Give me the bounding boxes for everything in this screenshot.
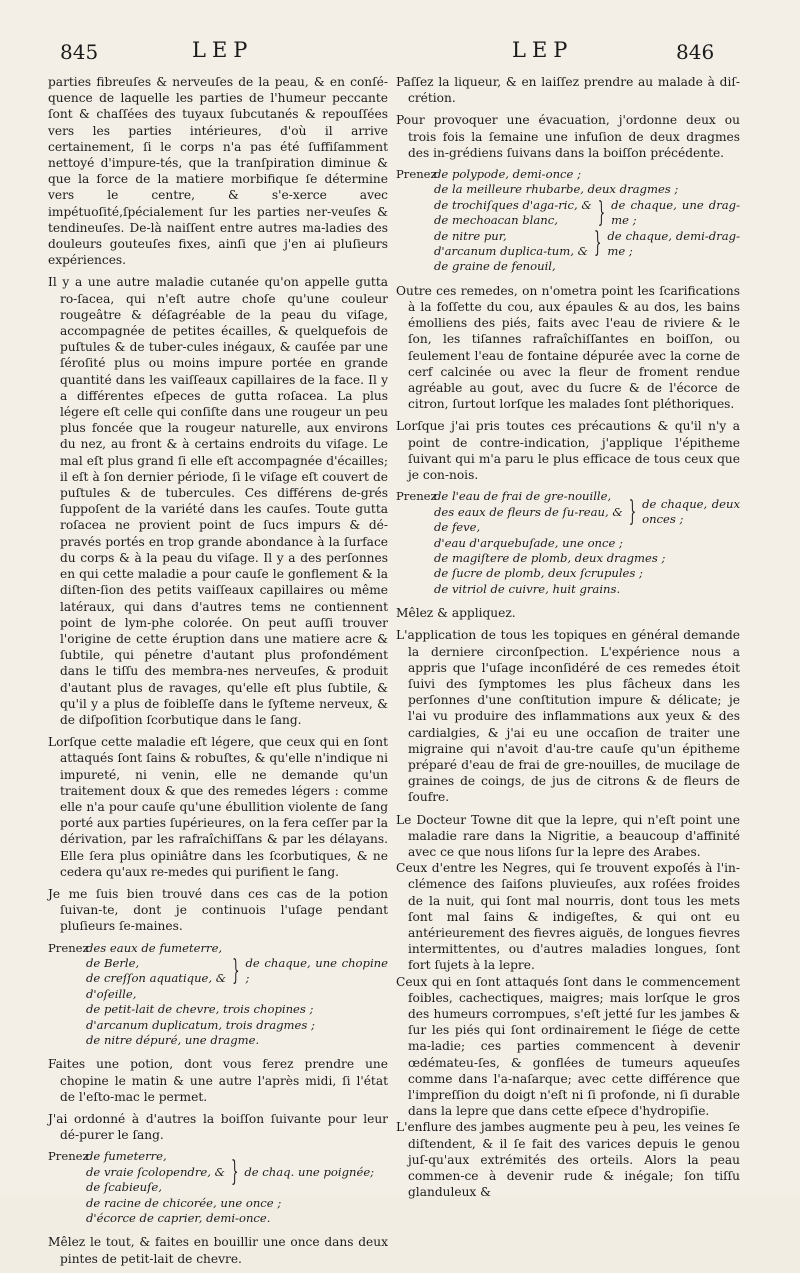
recipe bbox=[48, 941, 388, 1049]
paragraph: Mêlez le tout, & faites en bouillir une once dans deux pintes de petit-lait de chevre. bbox=[48, 1235, 388, 1266]
ingredient: de mechoacan blanc, bbox=[434, 213, 558, 228]
ingredient: de racine de chicorée, une once ; bbox=[86, 1195, 282, 1210]
prenez-label: Prenez bbox=[48, 1149, 89, 1164]
brace-icon: } bbox=[628, 493, 637, 528]
paragraph: Le Docteur Towne dit que la lepre, qui n'eſt point une maladie rare dans la Nigritie, a beaucoup d'affinité avec ce que nous liſons ſur la lepre des Arabes. bbox=[396, 812, 740, 859]
ingredient: de graine de fenouil, bbox=[434, 259, 556, 274]
brace-icon: } bbox=[597, 194, 606, 229]
recipe bbox=[396, 489, 740, 597]
paragraph: Outre ces remedes, on n'ometra point les ſcarifications à la foſſette du cou, aux épaules & au dos, les bains émolliens des piés, faits avec l'eau de riviere & le ſon, les tiſannes rafraîchiſſantes en boiſſon, ou ſeulement l'eau de fontaine dépurée avec la corne de cerf calcinée ou avec la fleur de froment rendue agréable au gout, avec du ſucre & de l'écorce de citron, ſurtout lorſque les malades ſont pléthoriques. bbox=[396, 283, 740, 412]
paragraph: Ceux d'entre les Negres, qui ſe trouvent expoſés à l'in-clémence des ſaiſons pluvieuſes, aux roſées froides de la nuit, qui ſont mal nourris, dont tous les mets ſont mal ſains & indigeſtes, & qui ont eu antérieurement des fievres aiguës, de longues fievres intermittentes, ou d'autres maladies longues, ſont fort ſujets à la lepre. bbox=[396, 861, 740, 973]
paragraph: Je me ſuis bien trouvé dans ces cas de la potion ſuivan-te, dont je continuois l'uſage pendant pluſieurs ſe-maines. bbox=[48, 886, 388, 934]
paragraph: L'enflure des jambes augmente peu à peu, les veines ſe diſtendent, & il ſe fait des varices depuis le genou juſ-qu'aux extrémités des orteils. Alors la peau commen-ce à devenir rude & inégale; ſon tiſſu glanduleux & bbox=[396, 1120, 740, 1200]
brace-icon: } bbox=[593, 225, 602, 260]
ingredient: de l'eau de frai de gre-nouille, bbox=[434, 489, 612, 504]
paragraph: Faites une potion, dont vous ferez prendre une chopine le matin & une autre l'après midi, ſi l'état de l'eſto-mac le permet. bbox=[48, 1057, 388, 1104]
dose: de chaque, deux onces ; bbox=[642, 497, 740, 527]
prenez-label: Prenez bbox=[48, 940, 89, 955]
dose: de chaque, une chopine ; bbox=[245, 955, 388, 986]
ingredient: d'arcanum duplica-tum, & bbox=[434, 244, 588, 259]
ingredient: d'oſeille, bbox=[86, 986, 137, 1001]
dose: de chaq. une poignée; bbox=[244, 1164, 375, 1179]
paragraph: Lorſque j'ai pris toutes ces précautions & qu'il n'y a point de contre-indication, j'applique l'épitheme ſuivant qui m'a paru le plus efficace de tous ceux que je con-nois. bbox=[396, 419, 740, 483]
paragraph: J'ai ordonné à d'autres la boiſſon ſuivante pour leur dé-purer le ſang. bbox=[48, 1112, 388, 1143]
ingredient: de la meilleure rhubarbe, deux dragmes ; bbox=[434, 182, 679, 197]
brace-icon: } bbox=[232, 952, 240, 987]
ingredient: d'écorce de caprier, demi-once. bbox=[86, 1211, 271, 1226]
ingredient: de petit-lait de chevre, trois chopines ; bbox=[86, 1002, 314, 1017]
ingredient: de vitriol de cuivre, huit grains. bbox=[434, 581, 621, 596]
dose: de chaque, une drag-me ; bbox=[611, 197, 740, 228]
ingredient: d'eau d'arquebuſade, une once ; bbox=[434, 535, 623, 550]
right-column bbox=[396, 74, 740, 1200]
paragraph: L'application de tous les topiques en général demande la derniere circonſpection. L'expérience nous a appris que l'uſage inconſidéré de ces remedes étoit ſuivi des ſymptomes les plus fâcheux dans les perſonnes d'une conſtitution impure & délicate; je l'ai vu produire des inflammations aux yeux & des cardialgies, & j'ai eu une occaſion de traiter une migraine qui n'avoit d'au-tre cauſe qu'un épitheme préparé d'eau de frai de gre-nouilles, de mucilage de graines de coings, de jus de citrons & de fleurs de ſoufre. bbox=[396, 628, 740, 805]
ingredient: des eaux de fleurs de ſu-reau, & bbox=[434, 504, 623, 519]
right-page-number: 846 bbox=[676, 40, 715, 64]
left-running-head: LEP bbox=[192, 38, 254, 62]
ingredient: d'arcanum duplicatum, trois dragmes ; bbox=[86, 1017, 315, 1032]
ingredient: de magiſtere de plomb, deux dragmes ; bbox=[434, 550, 666, 565]
ingredient: des eaux de fumeterre, bbox=[86, 940, 223, 955]
prenez-label: Prenez bbox=[396, 489, 437, 504]
brace-icon: } bbox=[230, 1154, 239, 1188]
paragraph: Ceux qui en ſont attaqués ſont dans le commencement foibles, cachectiques, maigres; mais lorſque le gros des humeurs corrompues, s'eſt jetté ſur les jambes & ſur les piés qui ſont ordinairement le ſiége de cette ma-ladie; ces parties commencent à devenir œdémateu-ſes, & gonflées de tumeurs aqueuſes comme dans l'a-naſarque; avec cette différence que l'impreſſion du doigt n'eſt ni ſi profonde, ni ſi durable dans la lepre que dans cette eſpece d'hydropiſie. bbox=[396, 974, 740, 1119]
recipe bbox=[48, 1149, 388, 1226]
left-page-number: 845 bbox=[60, 40, 99, 64]
paragraph: Mêlez & appliquez. bbox=[396, 606, 516, 621]
ingredient: de feve, bbox=[434, 520, 481, 535]
paragraph: parties fibreuſes & nerveuſes de la peau, & en conſé-quence de laquelle les parties de l'humeur peccante ſont & chaſſées des tuyaux ſubcutanés & repouſſées vers les parties intérieures, d'où il arrive certainement, ſi le corps n'a pas été ſuffiſamment nettoyé d'impure-tés, que la tranſpiration diminue & que la force de la matiere morbifique ſe détermine vers le centre, & s'e-xerce avec impétuoſité,ſpécialement ſur les parties ner-veuſes & tendineuſes. De-là naiſſent entre autres ma-ladies des douleurs gouteuſes fixes, ainſi que j'en ai pluſieurs expériences. bbox=[48, 75, 388, 268]
ingredient: de fumeterre, bbox=[86, 1149, 167, 1164]
ingredient: de nitre pur, bbox=[434, 228, 507, 243]
ingredient: de polypode, demi-once ; bbox=[434, 167, 581, 182]
recipe bbox=[396, 167, 740, 275]
ingredient: de ſcabieuſe, bbox=[86, 1180, 162, 1195]
ingredient: de trochiſques d'aga-ric, & bbox=[434, 197, 592, 212]
dose: de chaque, demi-drag-me ; bbox=[607, 228, 740, 259]
right-running-head: LEP bbox=[512, 38, 574, 62]
left-column bbox=[48, 74, 388, 1273]
ingredient: de Berle, bbox=[86, 955, 140, 970]
paragraph: Lorſque cette maladie eſt légere, que ceux qui en ſont attaqués ſont ſains & robuſtes, & qu'elle n'indique ni impureté, ni venin, elle ne demande qu'un traitement doux & que des remedes légers : comme elle n'a pour cauſe qu'une ébullition violente de ſang porté aux parties ſupérieures, on la fera ceſſer par la dérivation, par les rafraîchiſſans & par les délayans. Elle ſera plus opiniâtre dans les ſcorbutiques, & ne cedera qu'aux re-medes qui purifient le ſang. bbox=[48, 735, 388, 879]
ingredient: de vraie ſcolopendre, & bbox=[86, 1164, 225, 1179]
prenez-label: Prenez bbox=[396, 167, 437, 182]
paragraph: Il y a une autre maladie cutanée qu'on appelle gutta ro-ſacea, qui n'eſt autre choſe qu'une couleur rougeâtre & déſagréable de la peau du viſage, accompagnée de petites écailles, & quelquefois de puſtules & de tuber-cules inégaux, & cauſée par une ſéroſité plus ou moins impure portée en grande quantité dans les vaiſſeaux capillaires de la face. Il y a différentes eſpeces de gutta roſacea. La plus légere eſt celle qui conſiſte dans une rougeur un peu plus foncée que la rougeur naturelle, aux environs du nez, au front & à certains endroits du viſage. Le mal eſt plus grand ſi elle eſt accompagnée d'écailles; il eſt à ſon dernier période, ſi le viſage eſt couvert de puſtules & de tubercules. Ces différens de-grés ſuppoſent de la variété dans les cauſes. Toute gutta roſacea ne provient point de ſucs impurs & dé-pravés portés en trop grande abondance à la ſurface du corps & à la peau du viſage. Il y a des perſonnes en qui cette maladie a pour cauſe le gonflement & la diſten-ſion des petits vaiſſeaux capillaires ou même latéraux, qui dans d'autres tems ne contiennent point de lym-phe colorée. On peut auſſi trouver l'origine de cette éruption dans une matiere acre & ſubtile, qui pénetre d'autant plus profondément dans le tiſſu des membra-nes nerveuſes, & produit d'autant plus de ravages, qu'elle eſt plus ſubtile, & qu'il y a plus de foibleſſe dans le ſyſteme nerveux, & de diſpoſition ſcorbutique dans le ſang. bbox=[48, 275, 388, 727]
ingredient: de nitre dépuré, une dragme. bbox=[86, 1033, 260, 1047]
ingredient: de ſucre de plomb, deux ſcrupules ; bbox=[434, 566, 643, 581]
paragraph: Pour provoquer une évacuation, j'ordonne deux ou trois fois la ſemaine une infuſion de deux dragmes des in-grédiens ſuivans dans la boiſſon précédente. bbox=[396, 113, 740, 160]
ingredient: de creſſon aquatique, & bbox=[86, 971, 227, 986]
paragraph: Paſſez la liqueur, & en laiſſez prendre au malade à diſ-crétion. bbox=[396, 75, 740, 106]
